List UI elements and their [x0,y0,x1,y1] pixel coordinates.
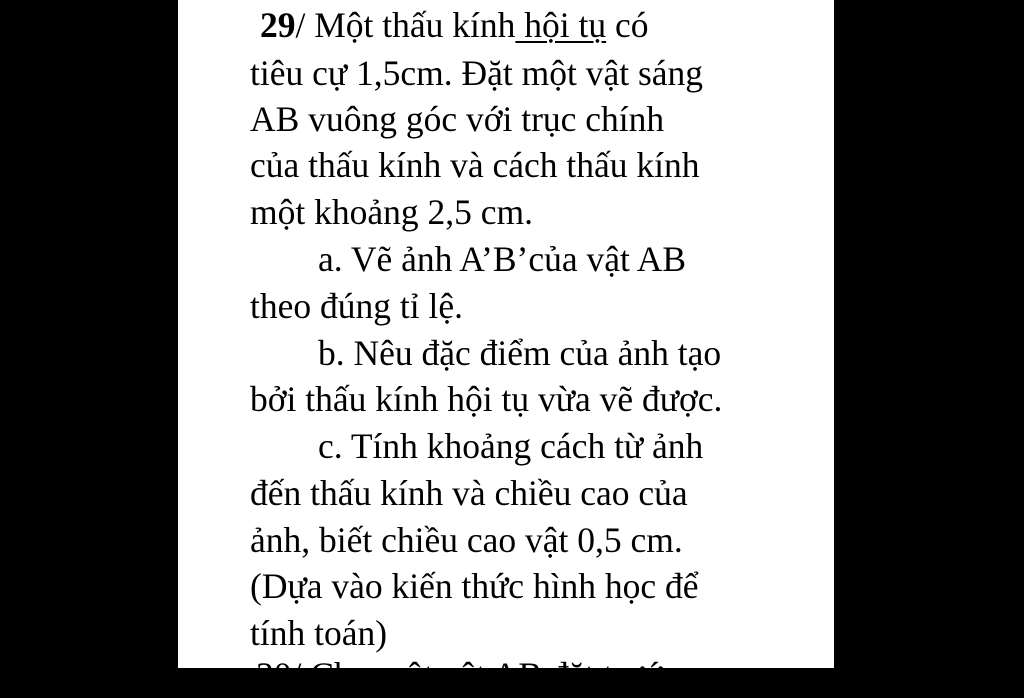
problem-line-1-end: có [606,5,649,45]
problem-line-4: của thấu kính và cách thấu kính [250,145,700,185]
part-b-line-1: b. Nêu đặc điểm của ảnh tạo [318,333,722,373]
underlined-text: hội tụ [515,5,607,45]
part-c-line-5: tính toán) [250,613,388,653]
problem-line-5: một khoảng 2,5 cm. [250,192,533,232]
part-a-line-1: a. Vẽ ảnh A’B’của vật AB [318,239,687,279]
problem-line-3: AB vuông góc với trục chính [250,99,665,139]
part-c-line-1: c. Tính khoảng cách từ ảnh [318,426,704,466]
document-page [178,0,834,695]
problem-number: 29 [260,5,296,45]
part-a-line-2: theo đúng tỉ lệ. [250,286,463,326]
part-b-line-2: bởi thấu kính hội tụ vừa vẽ được. [250,379,723,419]
next-problem-cut-off: 30/ Cho một vật AB đặt trước [256,655,679,695]
part-c-line-3: ảnh, biết chiều cao vật 0,5 cm. [250,520,683,560]
part-c-line-4: (Dựa vào kiến thức hình học để [250,566,699,606]
problem-line-1 [260,2,649,48]
problem-line-2: tiêu cự 1,5cm. Đặt một vật sáng [250,53,704,93]
part-c-line-2: đến thấu kính và chiều cao của [250,473,688,513]
problem-line-1-text: / Một thấu kính [295,5,516,45]
